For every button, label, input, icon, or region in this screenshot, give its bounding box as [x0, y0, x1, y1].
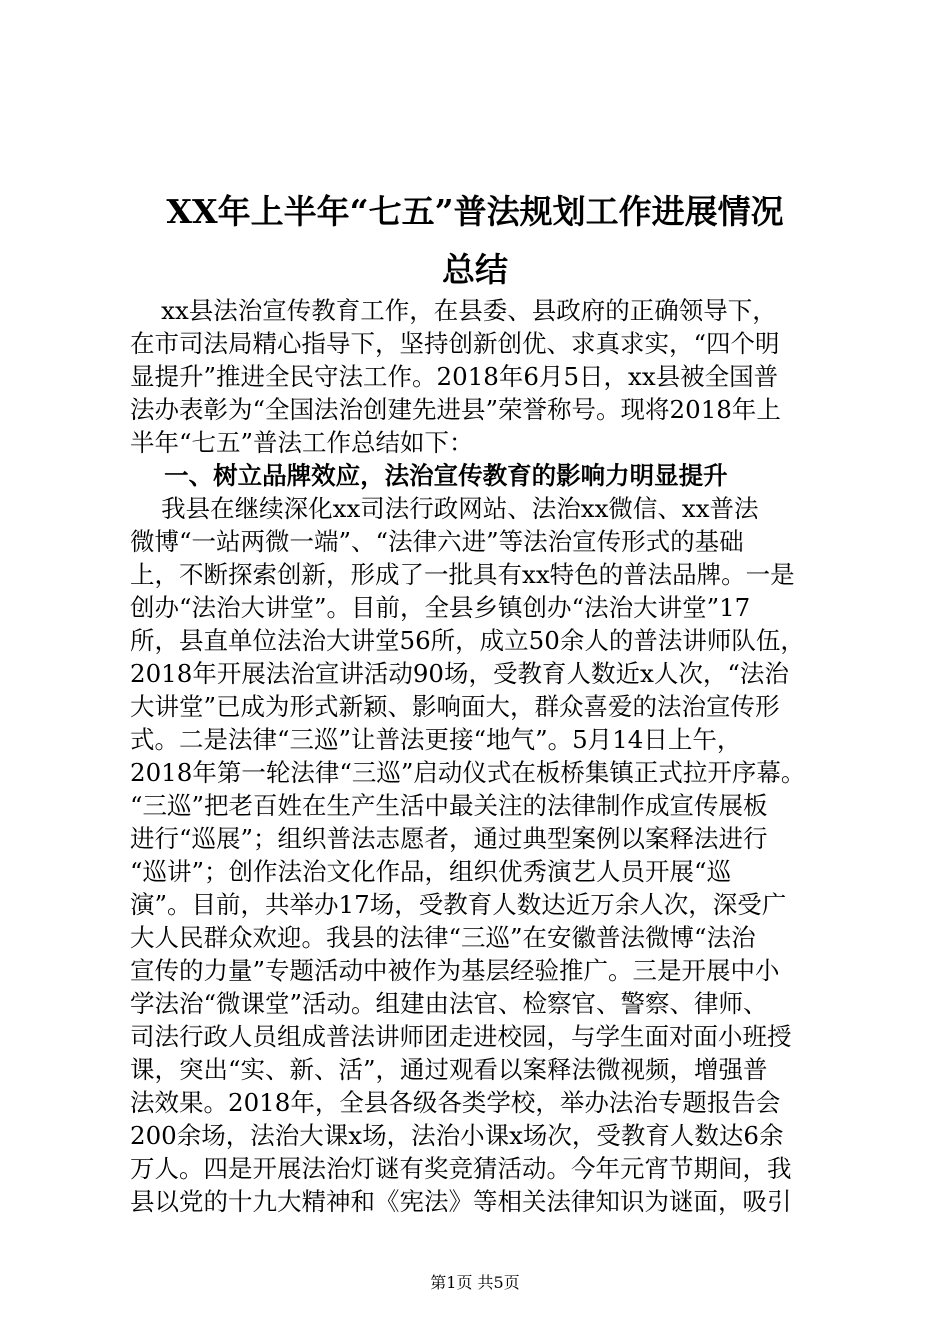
- document-title-line-1: XX年上半年“七五”普法规划工作进展情况: [166, 192, 784, 231]
- paragraph-line: 万人。四是开展法治灯谜有奖竞猜活动。今年元宵节期间，我: [130, 1154, 792, 1183]
- paragraph-line: 法效果。2018年，全县各级各类学校，举办法治专题报告会: [130, 1088, 781, 1117]
- paragraph-line: 县以党的十九大精神和《宪法》等相关法律知识为谜面，吸引: [130, 1187, 792, 1216]
- paragraph-line: 式。二是法律“三巡”让普法更接“地气”。5月14日上午，: [130, 725, 742, 754]
- paragraph-line: 司法行政人员组成普法讲师团走进校园，与学生面对面小班授: [130, 1022, 792, 1051]
- paragraph-line: xx县法治宣传教育工作，在县委、县政府的正确领导下，: [130, 296, 777, 325]
- paragraph-line: 微博“一站两微一端”、“法律六进”等法治宣传形式的基础: [130, 527, 744, 556]
- document-title-line-2: 总结: [442, 250, 508, 289]
- paragraph-line: 大讲堂”已成为形式新颖、影响面大，群众喜爱的法治宣传形: [130, 692, 780, 721]
- paragraph-line: 上，不断探索创新，形成了一批具有xx特色的普法品牌。一是: [130, 560, 795, 589]
- section-heading: 一、树立品牌效应，法治宣传教育的影响力明显提升: [130, 461, 728, 490]
- paragraph-line: 2018年开展法治宣讲活动90场，受教育人数近x人次，“法治: [130, 659, 789, 688]
- paragraph-line: 法办表彰为“全国法治创建先进县”荣誉称号。现将2018年上: [130, 395, 781, 424]
- paragraph-line: 2018年第一轮法律“三巡”启动仪式在板桥集镇正式拉开序幕。: [130, 758, 806, 787]
- paragraph-line: 大人民群众欢迎。我县的法律“三巡”在安徽普法微博“法治: [130, 923, 756, 952]
- paragraph-line: “巡讲”；创作法治文化作品，组织优秀演艺人员开展“巡: [130, 857, 732, 886]
- paragraph-line: “三巡”把老百姓在生产生活中最关注的法律制作成宣传展板: [130, 791, 768, 820]
- page-number-footer: 第1页 共5页: [430, 1273, 520, 1292]
- paragraph-line: 演”。目前，共举办17场，受教育人数达近万余人次，深受广: [130, 890, 787, 919]
- paragraph-line: 我县在继续深化xx司法行政网站、法治xx微信、xx普法: [130, 494, 759, 523]
- paragraph-line: 进行“巡展”；组织普法志愿者，通过典型案例以案释法进行: [130, 824, 768, 853]
- paragraph-line: 课，突出“实、新、活”，通过观看以案释法微视频，增强普: [130, 1055, 768, 1084]
- paragraph-line: 所，县直单位法治大讲堂56所，成立50余人的普法讲师队伍，: [130, 626, 805, 655]
- paragraph-line: 200余场，法治大课x场，法治小课x场次，受教育人数达6余: [130, 1121, 784, 1150]
- paragraph-line: 学法治“微课堂”活动。组建由法官、检察官、警察、律师、: [130, 989, 768, 1018]
- paragraph-line: 创办“法治大讲堂”。目前，全县乡镇创办“法治大讲堂”17: [130, 593, 751, 622]
- paragraph-line: 宣传的力量”专题活动中被作为基层经验推广。三是开展中小: [130, 956, 780, 985]
- document-body: [130, 294, 830, 1218]
- paragraph-line: 在市司法局精心指导下，坚持创新创优、求真求实，“四个明: [130, 329, 780, 358]
- paragraph-line: 半年“七五”普法工作总结如下：: [130, 428, 474, 457]
- paragraph-line: 显提升”推进全民守法工作。2018年6月5日，xx县被全国普: [130, 362, 779, 391]
